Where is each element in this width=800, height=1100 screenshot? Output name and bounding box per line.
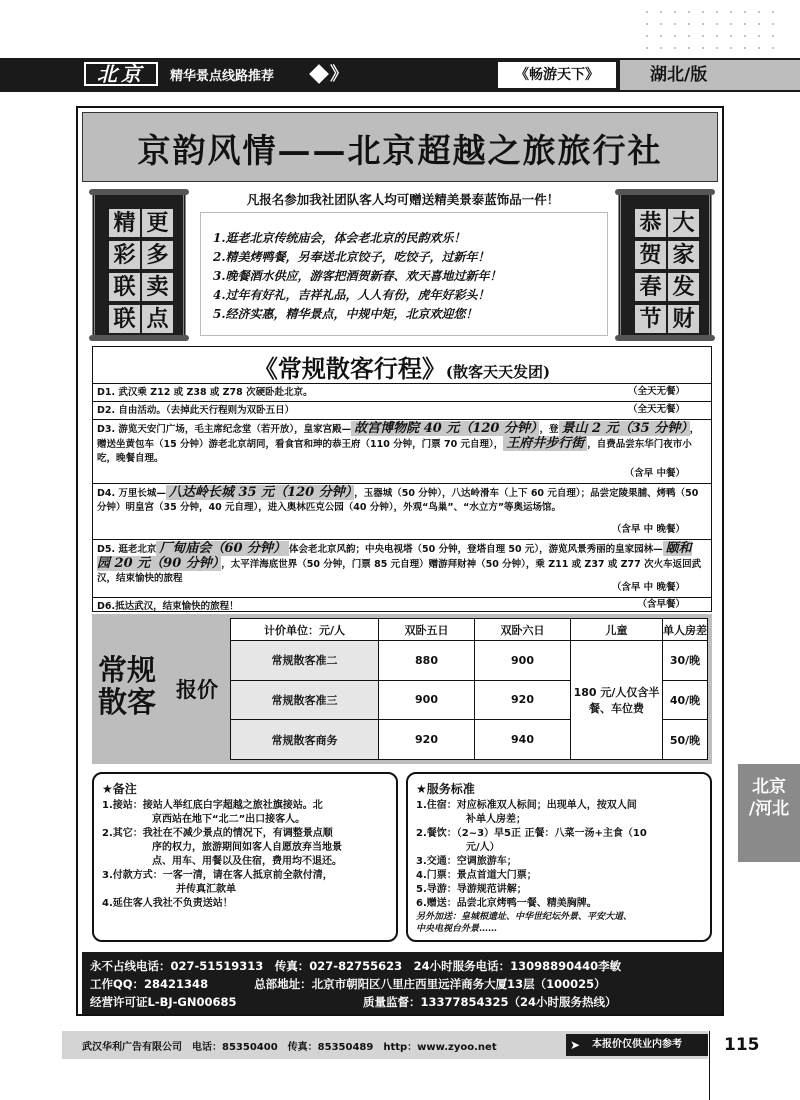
promo-item: 2.精美烤鸭餐，另奉送北京饺子，吃饺子，过新年！ [213,250,490,264]
day-text: D2. 自由活动。（去掉此天行程则为双卧五日） [97,405,295,416]
itinerary-day-6 [93,597,711,614]
day-meal: （含早餐） [637,599,685,610]
scroll-char: 多 [142,241,173,269]
itinerary-day-1 [93,383,711,401]
scroll-char: 财 [668,305,699,333]
pricing-label-line: 散客 [98,685,157,719]
scroll-char: 春 [635,273,666,301]
service-line: 1.住宿：对应标准双人标间；出现单人，按双人间 [416,800,637,811]
service-line: 3.交通：空调旅游车； [416,856,517,867]
side-tab-line: /河北 [748,799,790,819]
day-text: D6.抵达武汉，结束愉快的旅程！ [97,601,239,612]
service-extra: 中央电视台外景…… [416,924,498,934]
service-box [406,772,712,942]
itinerary-day-5 [93,539,711,597]
price-five-day: 880 [379,641,475,681]
itinerary-section [92,346,712,612]
itinerary-day-3 [93,419,711,483]
promo-area [92,190,712,340]
promo-item: 4.过年有好礼，吉祥礼品，人人有份，虎年好彩头！ [213,288,490,302]
notes-box [92,772,398,942]
price-category: 常规散客准三 [231,680,379,720]
day-meal: （含早 中餐） [624,468,685,479]
pricing-label-line: 常规 [98,653,157,687]
scroll-char: 联 [109,305,140,333]
agency-banner [82,112,718,182]
left-scroll [92,190,186,340]
highlight-jingshan: 景山 2 元（35 分钟） [559,421,690,436]
header-six-day: 双卧六日 [475,619,571,641]
edition-label: 湖北/版 [620,60,800,90]
footer-company: 武汉华利广告有限公司 电话：85350400 传真：85350489 http：www.zyoo.net [82,1042,497,1053]
service-extra: 另外加送：皇城根遗址、中华世纪坛外景、平安大道、 [416,912,633,922]
promo-item: 1.逛老北京传统庙会，体会老北京的民韵欢乐！ [213,231,466,245]
scroll-char: 家 [668,241,699,269]
promo-headline: 凡报名参加我社团队客人均可赠送精美景泰蓝饰品一件！ [246,192,560,207]
arrow-right-icon: ➤ [570,1038,581,1052]
service-line: 补单人房差； [466,814,526,825]
itinerary-day-2 [93,401,711,419]
service-line: 元/人） [466,842,500,853]
contact-phone-line: 永不占线电话：027-51519313 传真：027-82755623 24小时服务电话：13098890440李敏 [90,959,622,973]
highlight-wangfujing: 王府井步行街 [503,436,587,451]
note-line: 并传真汇款单 [176,884,236,895]
day-text: D1. 武汉乘 Z12 或 Z38 或 Z78 次硬卧赴北京。 [97,387,313,398]
page-footer [62,1031,708,1059]
header-child: 儿童 [571,619,663,641]
day-text: ，赠送坐黄包车（15 分钟）游老北京胡同，看食官和珅的恭王府（110 分钟，门票 70 元自理）， [97,424,700,450]
side-tab-line: 北京 [752,777,786,797]
scroll-rod [89,189,189,195]
scroll-rod [615,335,715,341]
price-six-day: 940 [475,720,571,760]
footer-reference [566,1034,708,1056]
service-title: ★服务标准 [416,782,475,796]
scroll-char: 发 [668,273,699,301]
service-line: 5.导游：导游规范讲解； [416,884,527,895]
section-header [0,58,800,92]
highlight-forbidden-city: 故宫博物院 40 元（120 分钟） [351,421,539,436]
travel-advertisement [76,106,724,1016]
note-line: 4.延住客人我社不负责送站！ [102,898,233,909]
note-line: 3.付款方式：一客一清，请在客人抵京前全款付清， [102,870,333,881]
contact-license-line: 经营许可证L-BJ-GN00685 质量监督：13377854325（24小时服务热线） [90,995,617,1009]
note-line: 序的权力，旅游期间如客人自愿放弃当地景 [152,842,342,853]
scroll-char: 恭 [635,209,666,237]
note-line: 京西站在地下“北二”出口接客人。 [152,814,306,825]
pricing-label [98,653,218,719]
scroll-char: 更 [142,209,173,237]
day-meal: （含早 中 晚餐） [611,524,685,535]
right-scroll [618,190,712,340]
highlight-badaling: 八达岭长城 35 元（120 分钟） [166,485,354,500]
itinerary-day-4 [93,483,711,539]
service-line: 6.赠送：品尝北京烤鸭一餐、精美胸牌。 [416,898,597,909]
day-text: 体会老北京风韵；中央电视塔（50 分钟，登塔自理 50 元），游览风景秀丽的皇家园林— [289,544,663,555]
price-single: 30/晚 [663,641,708,681]
day-meal: （含早 中 晚餐） [611,582,685,593]
region-side-tab [738,764,800,862]
day-text: D4. 万里长城— [97,488,166,499]
day-meal: （全天无餐） [627,404,685,415]
price-six-day: 900 [475,641,571,681]
footer-reference-text: 本报价仅供业内参考 [592,1039,682,1050]
price-six-day: 920 [475,680,571,720]
price-five-day: 900 [379,680,475,720]
price-category: 常规散客商务 [231,720,379,760]
contact-address-line: 工作QQ：28421348 总部地址：北京市朝阳区八里庄西里远洋商务大厦13层（100025） [90,977,606,991]
price-child: 180 元/人仅含半餐、车位费 [571,641,663,760]
service-line: 4.门票：景点首道大门票； [416,870,537,881]
header-five-day: 双卧五日 [379,619,475,641]
magazine-name: 《畅游天下》 [498,62,616,88]
price-row [231,641,708,681]
price-five-day: 920 [379,720,475,760]
left-scroll-text [107,209,173,333]
price-single: 40/晚 [663,680,708,720]
day-text: ，太平洋海底世界（50 分钟，门票 85 元自理）赠游拜财神（50 分钟），乘 Z11 或 Z37 或 Z77 次火车返回武汉，结束愉快的旅程 [97,559,702,584]
scroll-char: 贺 [635,241,666,269]
price-category: 常规散客准二 [231,641,379,681]
agency-title: 京韵风情——北京超越之旅旅行社 [137,131,663,170]
price-header-row [231,619,708,641]
header-single-supplement: 单人房差 [663,619,708,641]
scroll-char: 点 [142,305,173,333]
price-single: 50/晚 [663,720,708,760]
scroll-char: 节 [635,305,666,333]
price-table [230,618,708,760]
scroll-char: 彩 [109,241,140,269]
chevron-right-icon: 》 [330,64,348,85]
header-city: 北京 [84,62,158,86]
scroll-rod [89,335,189,341]
page-divider [709,1031,710,1100]
page-number: 115 [724,1035,760,1055]
pricing-label-side: 报价 [176,677,218,702]
scroll-char: 卖 [142,273,173,301]
right-scroll-text [633,209,699,333]
itinerary-title-main: 《常规散客行程》 [253,354,446,383]
day-meal: （全天无餐） [627,386,685,397]
day-text: ，自费品尝东华门夜市小吃，晚餐自理。 [97,439,692,464]
note-line: 2.其它：我社在不减少景点的情况下，有调整景点顺 [102,828,333,839]
scroll-char: 大 [668,209,699,237]
notes-title: ★备注 [102,782,137,796]
itinerary-title-suffix: (散客天天发团) [445,363,551,381]
promo-list [200,212,608,336]
day-text: D5. 逛老北京 [97,544,157,555]
scroll-rod [615,189,715,195]
promo-item: 3.晚餐酒水供应，游客把酒贺新春、欢天喜地过新年！ [213,269,502,283]
header-unit: 计价单位：元/人 [231,619,379,641]
highlight-changdian: 厂甸庙会（60 分钟） [156,541,289,556]
itinerary-title [93,349,711,384]
promo-item: 5.经济实惠，精华景点，中规中矩，北京欢迎您！ [213,307,478,321]
decorative-dot-grid [640,6,780,52]
header-subtitle: 精华景点线路推荐 [170,69,275,84]
diamond-icon [309,64,329,84]
pricing-section [92,614,712,764]
note-line: 1.接站：接站人举红底白字超越之旅社旗接站。北 [102,800,323,811]
scroll-char: 联 [109,273,140,301]
contact-bar [82,952,722,1014]
day-text: ，登 [539,424,559,435]
day-text: ，玉器城（50 分钟），八达岭滑车（上下 60 元自理）；品尝定陵果脯、烤鸭（50 分钟）明皇宫（35 分钟，40 元自理），进入奥林匹克公园（40 分钟），外观“鸟巢”、“水立方”等奥运场馆。 [97,488,699,513]
day-text: D3. 游览天安门广场，毛主席纪念堂（若开放），皇家宫殿— [97,424,352,435]
highlight-summer-palace: 颐和园 20 元（90 分钟） [97,541,692,571]
service-line: 2.餐饮：（2~3）早5正 正餐：八菜一汤+主食（10 [416,828,647,839]
itinerary-rows [93,383,711,614]
note-line: 点、用车、用餐以及住宿，费用均不退还。 [152,856,342,867]
scroll-char: 精 [109,209,140,237]
